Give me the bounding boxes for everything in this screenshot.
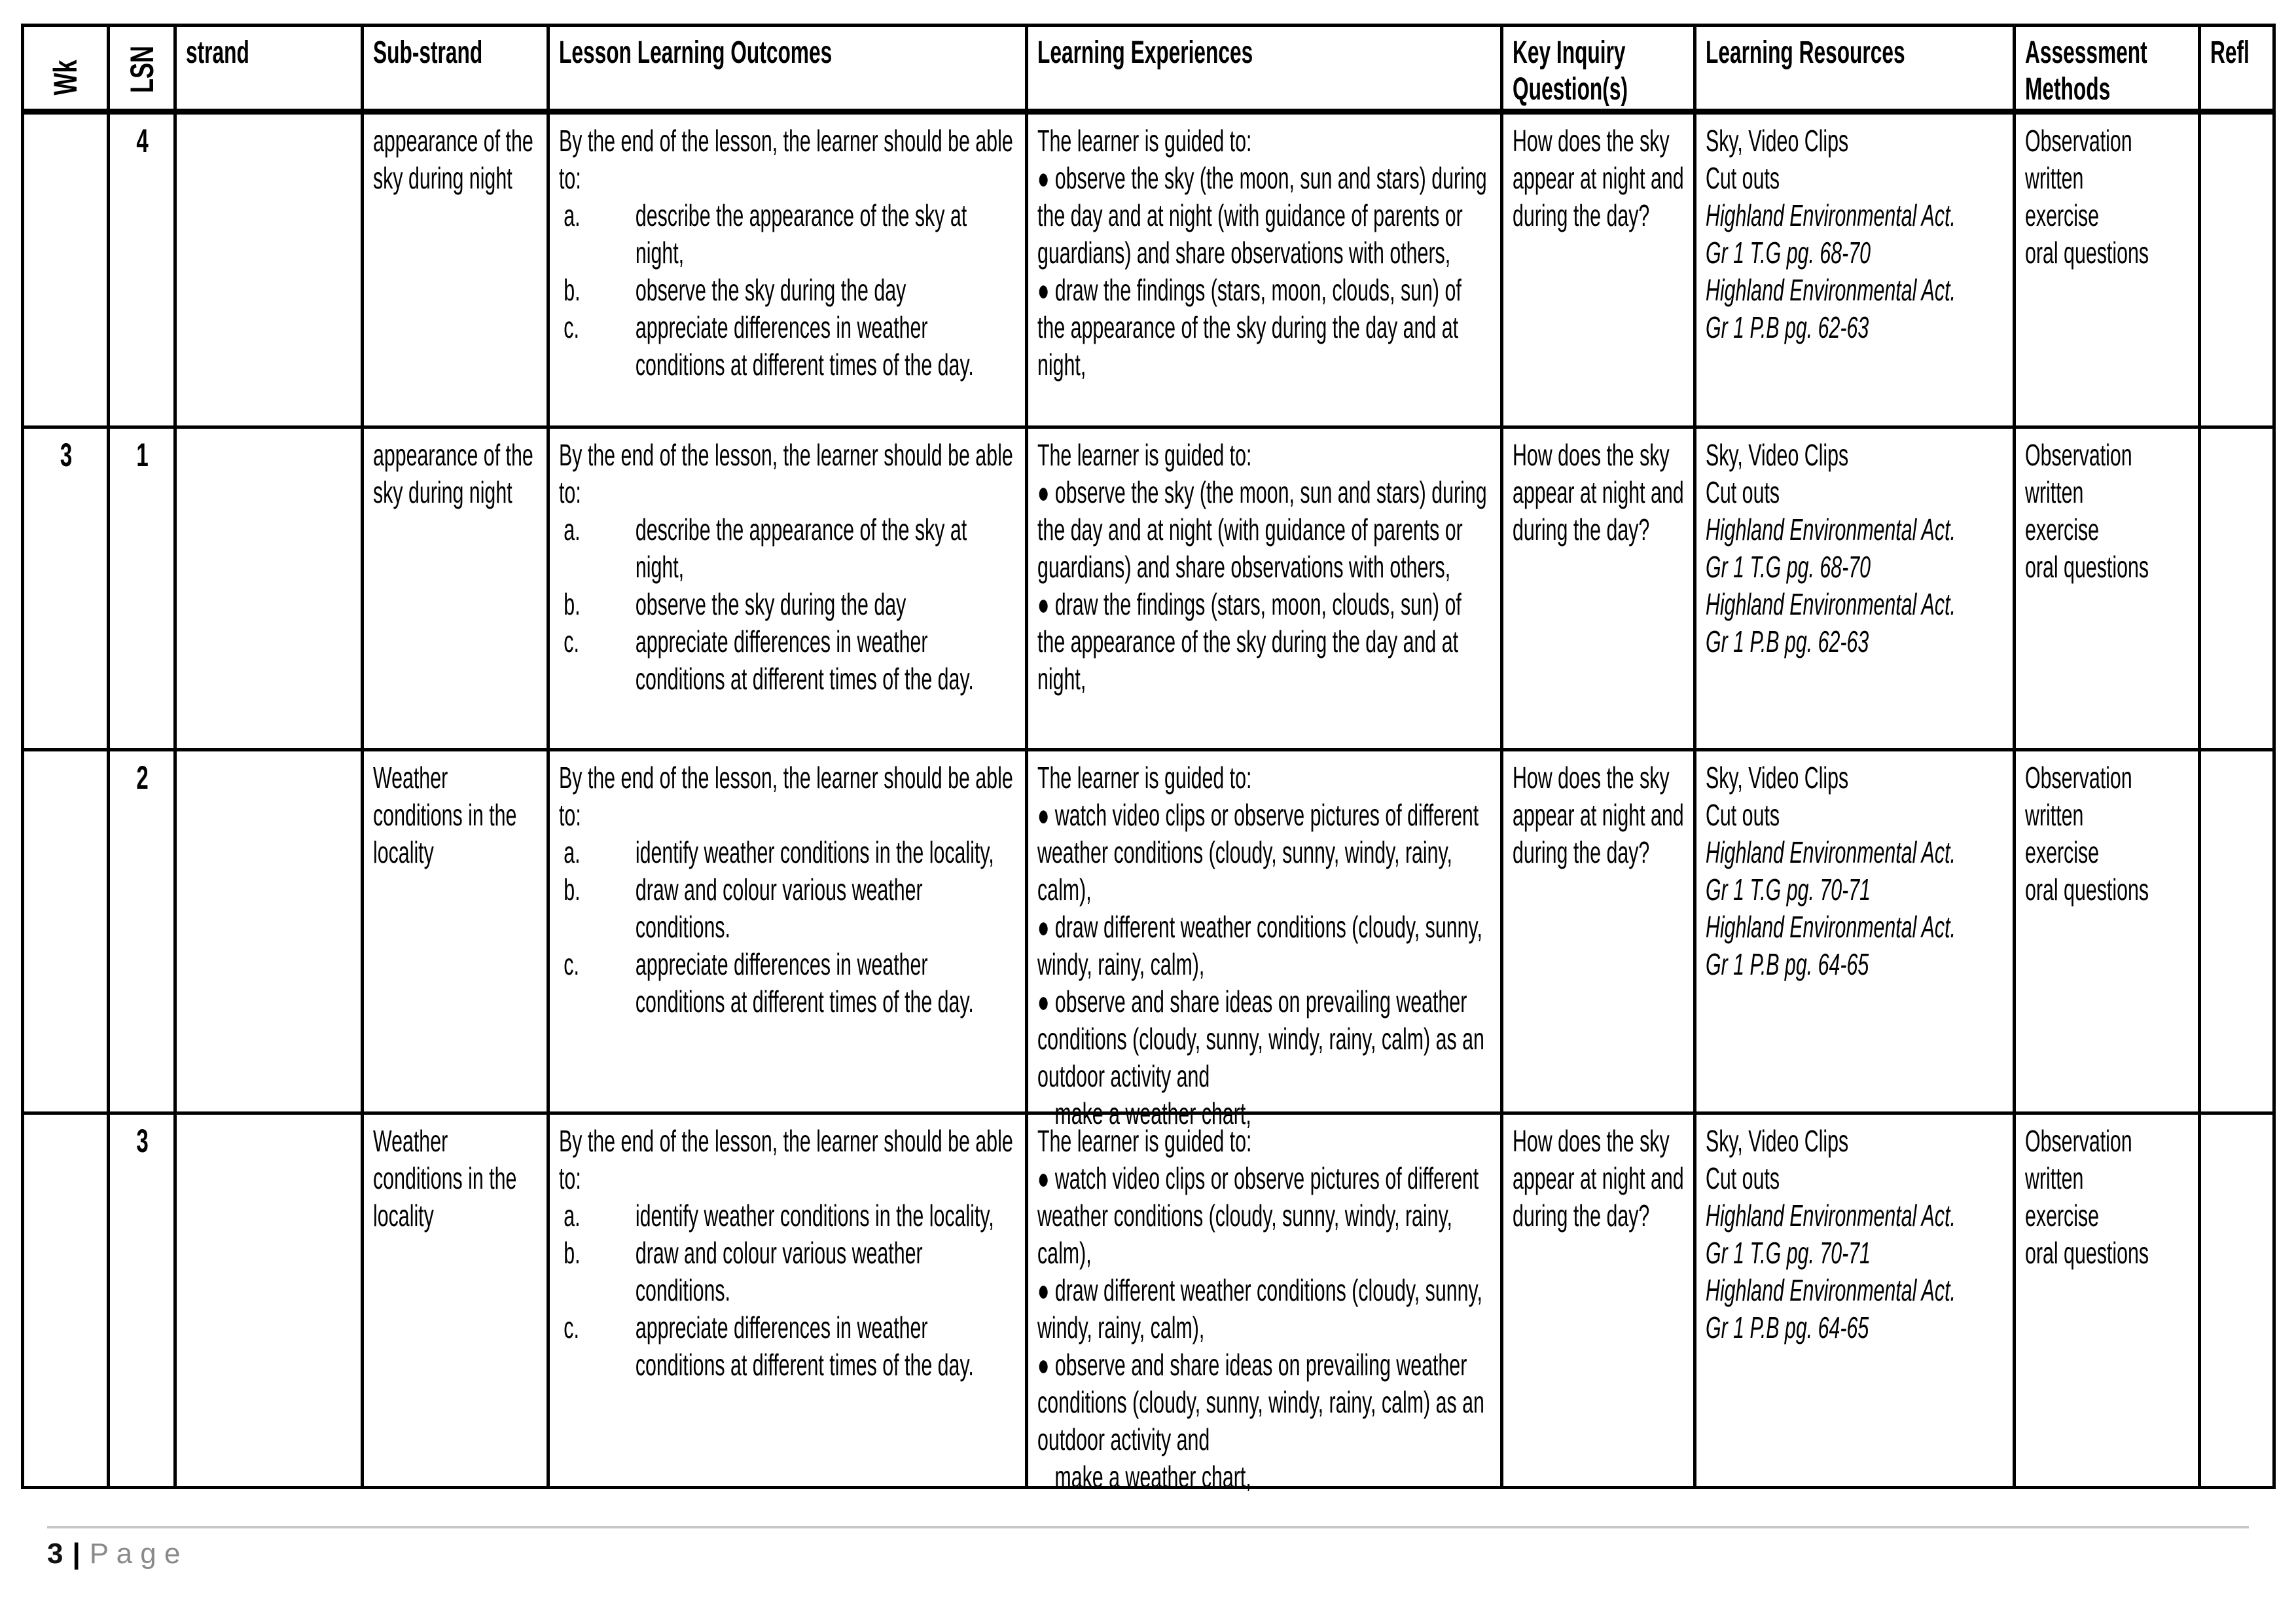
footer-divider (47, 1526, 2249, 1528)
assessment-method: Observation (2025, 761, 2132, 795)
experience-item: ● draw the findings (stars, moon, clouds, sun) of the appearance of the sky during the day and at night, (1037, 273, 1462, 382)
bullet-icon: ● (1037, 273, 1050, 307)
cell-outcomes (548, 112, 1027, 427)
outcome-item: c. appreciate differences in weather conditions at different times of the day. (564, 947, 974, 1019)
assessment-method: Observation (2025, 438, 2132, 472)
outcome-item: a. identify weather conditions in the locality, (564, 835, 994, 869)
cell-strand (175, 427, 363, 750)
experience-item: ● observe and share ideas on prevailing weather conditions (cloudy, sunny, windy, rainy, calm) as an outdoor activity and (1037, 984, 1484, 1093)
resource-references: Highland Environmental Act. Gr 1 T.G pg. 70-71 Highland Environmental Act. Gr 1 P.B pg. 64-65 (1706, 1199, 1956, 1344)
cell-outcomes (548, 1113, 1027, 1488)
cell-resources (1695, 1113, 2015, 1488)
page-footer (47, 1537, 180, 1571)
cell-assessment (2015, 112, 2200, 427)
outcomes-intro: By the end of the lesson, the learner should be able to: (559, 761, 1013, 832)
resource-material: Cut outs (1706, 161, 1780, 195)
cell-sub-strand: appearance of the sky during night (363, 112, 548, 427)
cell-key-inquiry: How does the sky appear at night and during the day? (1502, 427, 1695, 750)
header-lsn (109, 26, 175, 112)
bullet-icon: ● (1037, 1161, 1050, 1195)
cell-refl (2200, 1113, 2274, 1488)
bullet-icon: ● (1037, 587, 1050, 621)
assessment-method: written (2025, 798, 2084, 832)
assessment-method: written (2025, 475, 2084, 509)
resource-references: Highland Environmental Act. Gr 1 T.G pg. 68-70 Highland Environmental Act. Gr 1 P.B pg. 62-63 (1706, 513, 1956, 659)
cell-experiences (1027, 750, 1502, 1130)
footer-separator-icon: | (72, 1538, 81, 1570)
header-experiences: Learning Experiences (1027, 26, 1502, 112)
cell-assessment (2015, 1113, 2200, 1488)
resource-material: Cut outs (1706, 1161, 1780, 1195)
cell-strand (175, 750, 363, 1113)
outcome-item: a. describe the appearance of the sky at night, (564, 513, 967, 584)
experience-item-tail: make a weather chart, (1054, 1096, 1251, 1130)
outcome-item: c. appreciate differences in weather conditions at different times of the day. (564, 624, 974, 696)
cell-lsn: 4 (109, 112, 175, 427)
experience-item: ● draw different weather conditions (cloudy, sunny, windy, rainy, calm), (1037, 910, 1482, 981)
bullet-icon: ● (1037, 798, 1050, 832)
cell-experiences (1027, 427, 1502, 750)
experiences-intro: The learner is guided to: (1037, 761, 1252, 795)
cell-refl (2200, 112, 2274, 427)
experience-item: ● observe and share ideas on prevailing weather conditions (cloudy, sunny, windy, rainy, calm) as an outdoor activity and (1037, 1348, 1484, 1456)
cell-lsn: 1 (109, 427, 175, 750)
outcome-item: b. observe the sky during the day (564, 273, 906, 307)
bullet-icon: ● (1037, 910, 1050, 944)
page-number: 3 (47, 1538, 63, 1570)
assessment-method: oral questions (2025, 550, 2149, 584)
cell-sub-strand: appearance of the sky during night (363, 427, 548, 750)
experiences-intro: The learner is guided to: (1037, 124, 1252, 158)
cell-sub-strand: Weather conditions in the locality (363, 750, 548, 1113)
cell-wk (23, 750, 109, 1113)
header-sub-strand: Sub-strand (363, 26, 548, 112)
experience-item: ● observe the sky (the moon, sun and stars) during the day and at night (with guidance of parents or guardians) and share observations with others, (1037, 475, 1487, 584)
cell-strand (175, 1113, 363, 1488)
page-label: P a g e (89, 1538, 181, 1570)
table-row (23, 427, 2274, 750)
cell-refl (2200, 427, 2274, 750)
bullet-icon: ● (1037, 1273, 1050, 1307)
assessment-method: oral questions (2025, 236, 2149, 270)
header-strand: strand (175, 26, 363, 112)
cell-outcomes (548, 427, 1027, 750)
resource-references: Highland Environmental Act. Gr 1 T.G pg. 68-70 Highland Environmental Act. Gr 1 P.B pg. 62-63 (1706, 198, 1956, 344)
cell-assessment (2015, 427, 2200, 750)
outcomes-intro: By the end of the lesson, the learner should be able to: (559, 1124, 1013, 1195)
assessment-method: oral questions (2025, 1236, 2149, 1270)
resource-references: Highland Environmental Act. Gr 1 T.G pg. 70-71 Highland Environmental Act. Gr 1 P.B pg. 64-65 (1706, 835, 1956, 981)
header-refl: Refl (2200, 26, 2274, 112)
cell-lsn: 3 (109, 1113, 175, 1488)
cell-key-inquiry: How does the sky appear at night and during the day? (1502, 1113, 1695, 1488)
bullet-icon: ● (1037, 475, 1050, 509)
outcome-item: b. draw and colour various weather conditions. (564, 1236, 923, 1307)
cell-experiences (1027, 1113, 1502, 1494)
resource-material: Sky, Video Clips (1706, 1124, 1849, 1158)
assessment-method: exercise (2025, 835, 2100, 869)
header-outcomes: Lesson Learning Outcomes (548, 26, 1027, 112)
assessment-method: exercise (2025, 513, 2100, 547)
resource-material: Sky, Video Clips (1706, 438, 1849, 472)
bullet-icon: ● (1037, 984, 1050, 1019)
cell-lsn: 2 (109, 750, 175, 1113)
header-resources: Learning Resources (1695, 26, 2015, 112)
assessment-method: Observation (2025, 124, 2132, 158)
assessment-method: written (2025, 161, 2084, 195)
outcome-item: c. appreciate differences in weather conditions at different times of the day. (564, 310, 974, 382)
assessment-method: Observation (2025, 1124, 2132, 1158)
experience-item: ● draw different weather conditions (cloudy, sunny, windy, rainy, calm), (1037, 1273, 1482, 1344)
header-key-inquiry: Key Inquiry Question(s) (1502, 26, 1695, 112)
experience-item: ● watch video clips or observe pictures of different weather conditions (cloudy, sunny, windy, rainy, calm), (1037, 1161, 1479, 1270)
experience-item-tail: make a weather chart, (1054, 1460, 1251, 1494)
assessment-method: exercise (2025, 198, 2100, 232)
outcome-item: b. draw and colour various weather conditions. (564, 873, 923, 944)
cell-resources (1695, 427, 2015, 750)
outcomes-intro: By the end of the lesson, the learner should be able to: (559, 438, 1013, 509)
resource-material: Sky, Video Clips (1706, 124, 1849, 158)
cell-resources (1695, 112, 2015, 427)
assessment-method: written (2025, 1161, 2084, 1195)
resource-material: Cut outs (1706, 475, 1780, 509)
outcome-item: c. appreciate differences in weather conditions at different times of the day. (564, 1310, 974, 1382)
bullet-icon: ● (1037, 1348, 1050, 1382)
experiences-intro: The learner is guided to: (1037, 1124, 1252, 1158)
cell-experiences (1027, 112, 1502, 427)
resource-material: Sky, Video Clips (1706, 761, 1849, 795)
header-assessment: Assessment Methods (2015, 26, 2200, 112)
experiences-intro: The learner is guided to: (1037, 438, 1252, 472)
cell-resources (1695, 750, 2015, 1113)
cell-wk: 3 (23, 427, 109, 750)
cell-assessment (2015, 750, 2200, 1113)
scheme-of-work-table (21, 24, 2276, 1494)
experience-item: ● observe the sky (the moon, sun and stars) during the day and at night (with guidance of parents or guardians) and share observations with others, (1037, 161, 1487, 270)
outcome-item: a. identify weather conditions in the locality, (564, 1199, 994, 1233)
table-header-row (23, 26, 2274, 112)
assessment-method: oral questions (2025, 873, 2149, 907)
cell-wk (23, 112, 109, 427)
outcomes-intro: By the end of the lesson, the learner should be able to: (559, 124, 1013, 195)
cell-key-inquiry: How does the sky appear at night and during the day? (1502, 750, 1695, 1113)
header-lsn-label: LSN (123, 46, 160, 93)
assessment-method: exercise (2025, 1199, 2100, 1233)
table-row (23, 1113, 2274, 1488)
outcome-item: a. describe the appearance of the sky at night, (564, 198, 967, 270)
experience-item: ● draw the findings (stars, moon, clouds, sun) of the appearance of the sky during the day and at night, (1037, 587, 1462, 696)
bullet-icon: ● (1037, 161, 1050, 195)
cell-wk (23, 1113, 109, 1488)
table-row (23, 112, 2274, 427)
resource-material: Cut outs (1706, 798, 1780, 832)
cell-outcomes (548, 750, 1027, 1113)
cell-key-inquiry: How does the sky appear at night and during the day? (1502, 112, 1695, 427)
table-row (23, 750, 2274, 1113)
header-wk-label: Wk (47, 60, 84, 96)
cell-strand (175, 112, 363, 427)
cell-refl (2200, 750, 2274, 1113)
header-wk (23, 26, 109, 112)
cell-sub-strand: Weather conditions in the locality (363, 1113, 548, 1488)
experience-item: ● watch video clips or observe pictures of different weather conditions (cloudy, sunny, windy, rainy, calm), (1037, 798, 1479, 907)
outcome-item: b. observe the sky during the day (564, 587, 906, 621)
